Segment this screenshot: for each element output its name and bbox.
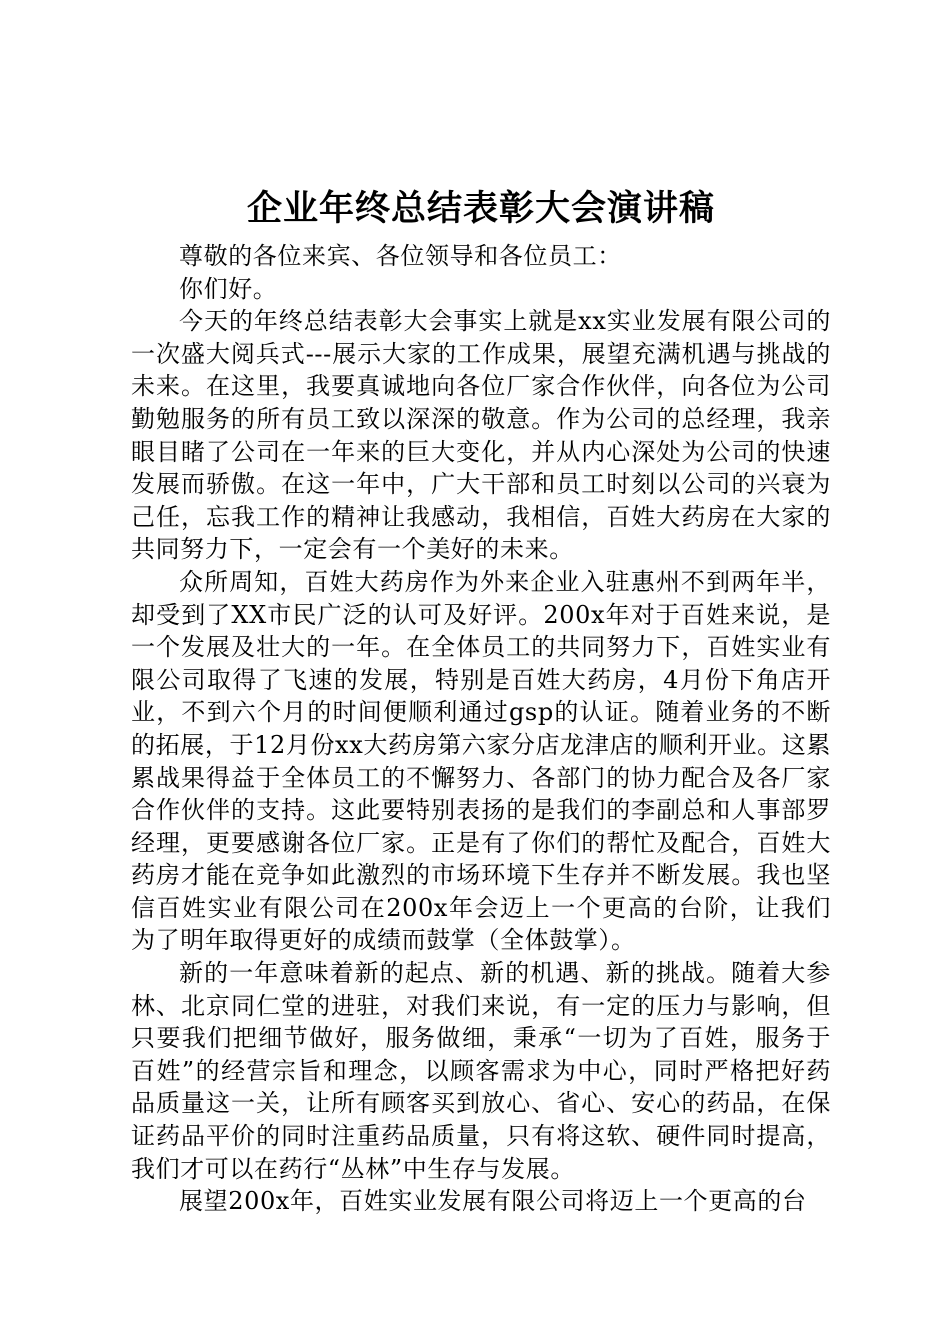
- body-paragraph: 新的一年意味着新的起点、新的机遇、新的挑战。随着大参林、北京同仁堂的进驻，对我们来说，有一定的压力与影响，但只要我们把细节做好，服务做细，秉承“一切为了百姓，服务于百姓”的经营宗旨和理念，以顾客需求为中心，同时严格把好药品质量这一关，让所有顾客买到放心、省心、安心的药品，在保证药品平价的同时注重药品质量，只有将这软、硬件同时提高，我们才可以在药行“丛林”中生存与发展。: [131, 959, 831, 1183]
- body-paragraph: 众所周知，百姓大药房作为外来企业入驻惠州不到两年半，却受到了XX市民广泛的认可及好评。200x年对于百姓来说，是一个发展及壮大的一年。在全体员工的共同努力下，百姓实业有限公司取得了飞速的发展，特别是百姓大药房，4月份下角店开业，不到六个月的时间便顺利通过gsp的认证。随着业务的不断的拓展，于12月份xx大药房第六家分店龙津店的顺利开业。这累累战果得益于全体员工的不懈努力、各部门的协力配合及各厂家合作伙伴的支持。这此要特别表扬的是我们的李副总和人事部罗经理，更要感谢各位厂家。正是有了你们的帮忙及配合，百姓大药房才能在竞争如此激烈的市场环境下生存并不断发展。我也坚信百姓实业有限公司在200x年会迈上一个更高的台阶，让我们为了明年取得更好的成绩而鼓掌（全体鼓掌）。: [131, 567, 831, 955]
- document-page: [131, 186, 831, 1218]
- body-paragraph: 今天的年终总结表彰大会事实上就是xx实业发展有限公司的一次盛大阅兵式---展示大家的工作成果，展望充满机遇与挑战的未来。在这里，我要真诚地向各位厂家合作伙伴，向各位为公司勤勉服务的所有员工致以深深的敬意。作为公司的总经理，我亲眼目睹了公司在一年来的巨大变化，并从内心深处为公司的快速发展而骄傲。在这一年中，广大干部和员工时刻以公司的兴衰为己任，忘我工作的精神让我感动，我相信，百姓大药房在大家的共同努力下，一定会有一个美好的未来。: [131, 307, 831, 564]
- salutation-paragraph: 尊敬的各位来宾、各位领导和各位员工：: [179, 242, 622, 270]
- body-paragraph: 展望200x年，百姓实业发展有限公司将迈上一个更高的台: [179, 1187, 807, 1216]
- greeting-paragraph: 你们好。: [179, 274, 278, 303]
- document-title: 企业年终总结表彰大会演讲稿: [246, 188, 715, 229]
